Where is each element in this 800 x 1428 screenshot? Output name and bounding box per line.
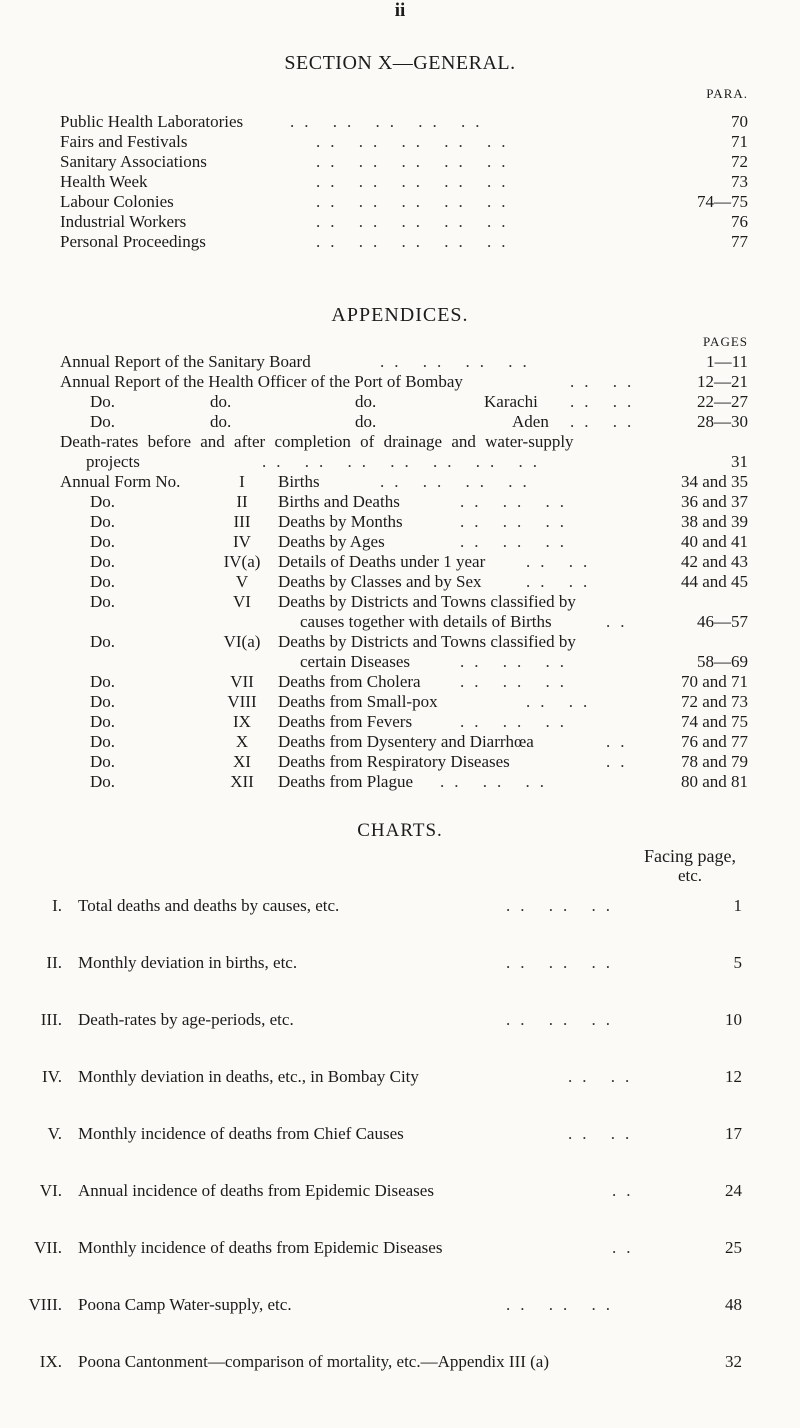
- leader-dots: .. ..: [526, 572, 598, 591]
- chart-label: Monthly deviation in births, etc.: [78, 953, 298, 972]
- form-title: Deaths from Cholera: [278, 672, 421, 691]
- form-prefix: Do.: [90, 592, 116, 611]
- section-item-para: 76: [731, 212, 748, 231]
- chart-number: II.: [46, 953, 62, 972]
- form-number: VIII: [227, 692, 257, 711]
- form-number: II: [236, 492, 248, 511]
- form-number: IV(a): [223, 552, 261, 571]
- form-number: IV: [233, 532, 251, 551]
- form-prefix: Do.: [90, 492, 116, 511]
- form-title: Births: [278, 472, 320, 491]
- form-number: X: [235, 732, 249, 751]
- report-label: Annual Report of the Sanitary Board: [60, 352, 311, 371]
- chart-page: 48: [725, 1295, 742, 1314]
- form-number: V: [235, 572, 249, 591]
- form-prefix: Do.: [90, 672, 116, 691]
- form-number: I: [239, 472, 245, 491]
- section-item-para: 74—75: [697, 192, 748, 211]
- para-column-head: PARA.: [706, 86, 748, 101]
- leader-dots: .. .. .. .. ..: [316, 192, 516, 211]
- leader-dots: .. .. ..: [460, 532, 574, 551]
- chart-label: Poona Camp Water-supply, etc.: [78, 1295, 292, 1314]
- report-pages: 22—27: [697, 392, 748, 411]
- leader-dots: .. .. ..: [506, 896, 620, 915]
- drainage-line-1: Death-rates before and after completion of drainage and water-supply: [60, 432, 574, 451]
- form-number: VI(a): [223, 632, 261, 651]
- report-label: Do.: [90, 392, 116, 411]
- chart-number: III.: [40, 1010, 62, 1029]
- chart-page: 17: [725, 1124, 742, 1143]
- chart-number: VII.: [34, 1238, 62, 1257]
- leader-dots: .. .. ..: [460, 512, 574, 531]
- leader-dots: .. ..: [570, 392, 642, 411]
- report-ditto: do.: [355, 412, 377, 431]
- form-prefix: Do.: [90, 552, 116, 571]
- pages-column-head: PAGES: [703, 334, 748, 349]
- form-title: Deaths by Districts and Towns classified by: [278, 632, 576, 651]
- leader-dots: .. .. ..: [460, 712, 574, 731]
- chart-label: Annual incidence of deaths from Epidemic Diseases: [78, 1181, 434, 1200]
- form-pages: 76 and 77: [680, 732, 748, 751]
- leader-dots: ..: [606, 752, 635, 771]
- form-prefix: Annual Form No.: [60, 472, 181, 491]
- report-place: Karachi: [484, 392, 538, 411]
- chart-page: 12: [725, 1067, 742, 1086]
- leader-dots: .. ..: [570, 412, 642, 431]
- chart-label: Poona Cantonment—comparison of mortality, etc.—Appendix III (a): [78, 1352, 550, 1371]
- leader-dots: .. .. ..: [460, 492, 574, 511]
- form-title: Deaths by Ages: [278, 532, 385, 551]
- report-ditto: do.: [355, 392, 377, 411]
- report-label: Annual Report of the Health Officer of the Port of Bombay: [60, 372, 463, 391]
- facing-page-head-1: Facing page,: [644, 846, 736, 866]
- leader-dots: ..: [606, 732, 635, 751]
- form-title: Deaths from Respiratory Diseases: [278, 752, 510, 771]
- form-prefix: Do.: [90, 692, 116, 711]
- leader-dots: .. .. .. .. .. .. ..: [262, 452, 547, 471]
- form-title: Deaths from Dysentery and Diarrhœa: [278, 732, 534, 751]
- leader-dots: .. .. ..: [460, 672, 574, 691]
- form-title: Deaths by Months: [278, 512, 403, 531]
- page-number: ii: [394, 0, 406, 21]
- leader-dots: .. .. ..: [506, 1295, 620, 1314]
- form-prefix: Do.: [90, 752, 116, 771]
- chart-label: Monthly incidence of deaths from Chief Causes: [78, 1124, 404, 1143]
- section-item-para: 73: [731, 172, 748, 191]
- section-item-label: Personal Proceedings: [60, 232, 206, 251]
- report-ditto: do.: [210, 392, 232, 411]
- leader-dots: .. ..: [526, 552, 598, 571]
- form-title: Deaths from Plague: [278, 772, 414, 791]
- chart-number: VI.: [39, 1181, 62, 1200]
- form-number: XI: [233, 752, 251, 771]
- form-pages: 78 and 79: [680, 752, 748, 771]
- section-item-label: Fairs and Festivals: [60, 132, 188, 151]
- form-number: IX: [233, 712, 251, 731]
- chart-page: 25: [725, 1238, 742, 1257]
- leader-dots: .. .. .. .. ..: [316, 232, 516, 251]
- section-item-label: Health Week: [60, 172, 148, 191]
- section-item-para: 72: [731, 152, 748, 171]
- report-ditto: do.: [210, 412, 232, 431]
- leader-dots: .. .. .. ..: [380, 472, 537, 491]
- leader-dots: .. .. ..: [506, 953, 620, 972]
- form-prefix: Do.: [90, 532, 116, 551]
- chart-number: V.: [47, 1124, 62, 1143]
- form-pages: 70 and 71: [680, 672, 748, 691]
- drainage-pages: 31: [731, 452, 748, 471]
- form-title-cont: causes together with details of Births: [300, 612, 552, 631]
- leader-dots: .. .. .. .. ..: [316, 152, 516, 171]
- chart-label: Total deaths and deaths by causes, etc.: [78, 896, 340, 915]
- form-pages: 44 and 45: [680, 572, 748, 591]
- leader-dots: .. ..: [568, 1124, 640, 1143]
- leader-dots: .. .. ..: [460, 652, 574, 671]
- form-number: XII: [230, 772, 254, 791]
- form-number: VI: [233, 592, 251, 611]
- section-title: SECTION X—GENERAL.: [284, 52, 516, 74]
- form-prefix: Do.: [90, 712, 116, 731]
- chart-number: IX.: [39, 1352, 62, 1371]
- form-title: Deaths by Classes and by Sex: [278, 572, 482, 591]
- leader-dots: .. .. .. .. ..: [290, 112, 490, 131]
- leader-dots: ..: [606, 612, 635, 631]
- leader-dots: .. ..: [570, 372, 642, 391]
- leader-dots: .. .. ..: [440, 772, 554, 791]
- chart-page: 10: [725, 1010, 742, 1029]
- leader-dots: .. ..: [526, 692, 598, 711]
- form-pages: 42 and 43: [680, 552, 748, 571]
- form-title: Details of Deaths under 1 year: [278, 552, 486, 571]
- chart-label: Monthly deviation in deaths, etc., in Bombay City: [78, 1067, 419, 1086]
- report-pages: 28—30: [697, 412, 748, 431]
- form-pages: 46—57: [697, 612, 748, 631]
- form-pages: 38 and 39: [680, 512, 748, 531]
- chart-page: 24: [725, 1181, 742, 1200]
- leader-dots: .. .. .. .. ..: [316, 172, 516, 191]
- report-pages: 12—21: [697, 372, 748, 391]
- report-pages: 1—11: [706, 352, 748, 371]
- chart-number: VIII.: [28, 1295, 62, 1314]
- leader-dots: .. .. .. ..: [380, 352, 537, 371]
- section-item-para: 71: [731, 132, 748, 151]
- section-item-label: Public Health Laboratories: [60, 112, 244, 131]
- form-title: Deaths from Small-pox: [278, 692, 438, 711]
- section-item-label: Sanitary Associations: [60, 152, 207, 171]
- leader-dots: .. .. ..: [506, 1010, 620, 1029]
- form-pages: 58—69: [697, 652, 748, 671]
- appendices-title: APPENDICES.: [331, 304, 469, 326]
- report-label: Do.: [90, 412, 116, 431]
- chart-page: 32: [725, 1352, 742, 1371]
- section-item-para: 70: [731, 112, 748, 131]
- form-pages: 40 and 41: [680, 532, 748, 551]
- leader-dots: .. ..: [568, 1067, 640, 1086]
- form-pages: 34 and 35: [680, 472, 748, 491]
- form-prefix: Do.: [90, 512, 116, 531]
- form-prefix: Do.: [90, 572, 116, 591]
- section-item-label: Labour Colonies: [60, 192, 174, 211]
- form-prefix: Do.: [90, 732, 116, 751]
- drainage-line-2: projects: [86, 452, 140, 471]
- form-title: Deaths from Fevers: [278, 712, 413, 731]
- form-pages: 36 and 37: [680, 492, 748, 511]
- report-place: Aden: [512, 412, 549, 431]
- leader-dots: .. .. .. .. ..: [316, 132, 516, 151]
- form-number: VII: [230, 672, 254, 691]
- form-title-cont: certain Diseases: [300, 652, 410, 671]
- form-title: Births and Deaths: [278, 492, 400, 511]
- chart-number: I.: [52, 896, 62, 915]
- form-number: III: [233, 512, 251, 531]
- form-pages: 72 and 73: [680, 692, 748, 711]
- chart-page: 5: [733, 953, 742, 972]
- chart-page: 1: [733, 896, 742, 915]
- chart-label: Monthly incidence of deaths from Epidemic Diseases: [78, 1238, 443, 1257]
- form-title: Deaths by Districts and Towns classified by: [278, 592, 576, 611]
- form-pages: 80 and 81: [680, 772, 748, 791]
- section-item-para: 77: [731, 232, 748, 251]
- leader-dots: .. .. .. .. ..: [316, 212, 516, 231]
- section-item-label: Industrial Workers: [60, 212, 187, 231]
- leader-dots: ..: [612, 1238, 641, 1257]
- form-prefix: Do.: [90, 772, 116, 791]
- form-prefix: Do.: [90, 632, 116, 651]
- chart-number: IV.: [42, 1067, 62, 1086]
- form-pages: 74 and 75: [680, 712, 748, 731]
- leader-dots: ..: [612, 1181, 641, 1200]
- chart-label: Death-rates by age-periods, etc.: [78, 1010, 294, 1029]
- charts-title: CHARTS.: [357, 820, 443, 841]
- facing-page-head-2: etc.: [677, 866, 703, 885]
